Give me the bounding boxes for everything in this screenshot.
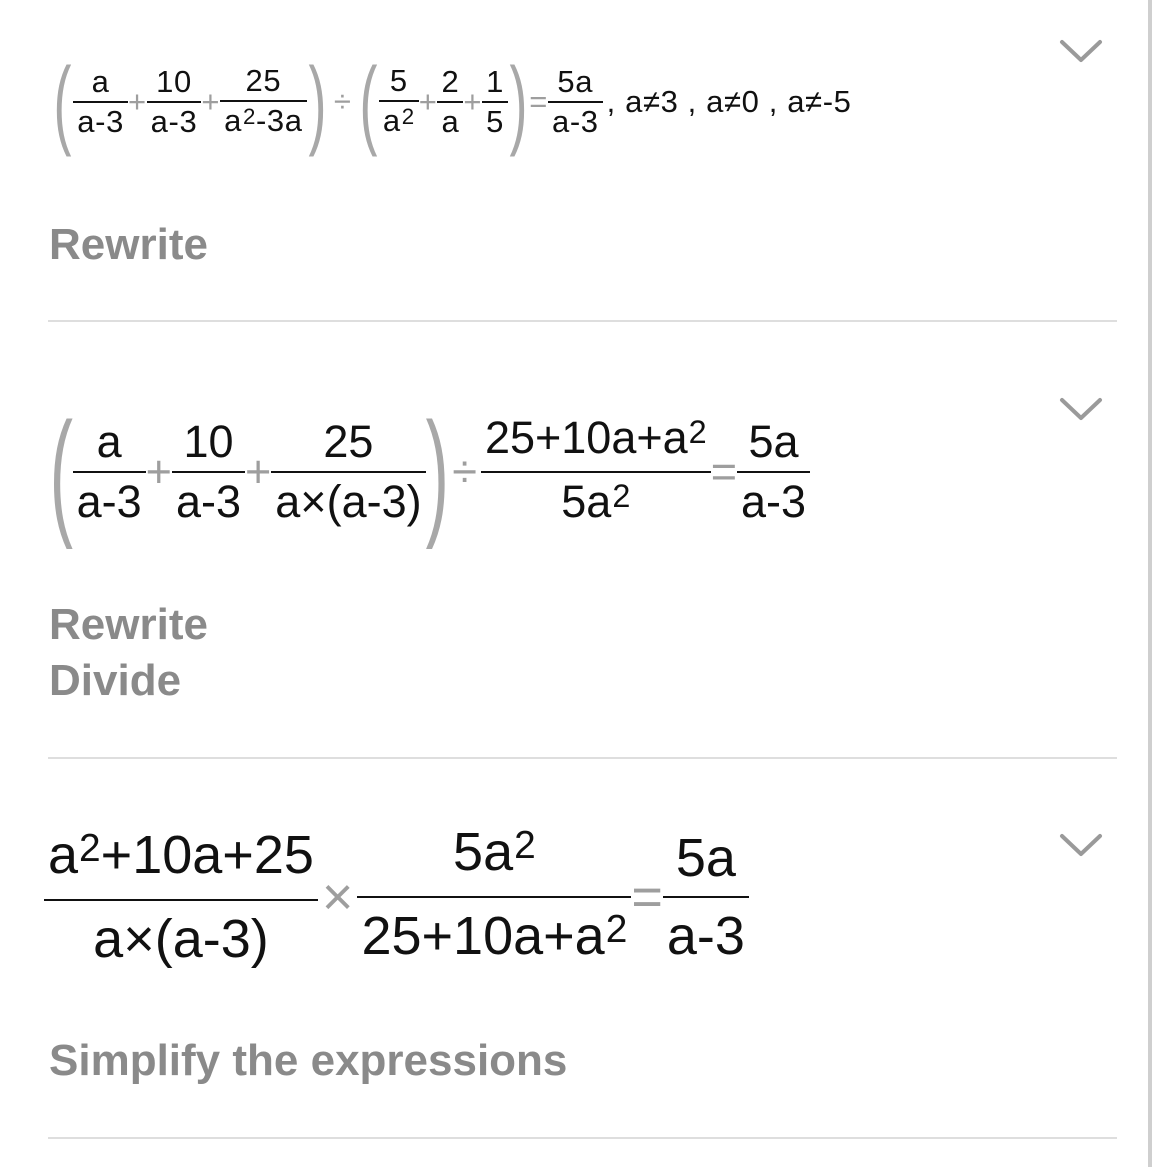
plus-operator: + <box>245 446 272 497</box>
right-paren: ) <box>308 47 327 157</box>
left-paren: ( <box>49 393 73 550</box>
denominator: a-3 <box>740 476 807 527</box>
term: +10a+25 <box>100 825 314 885</box>
numerator <box>44 823 318 893</box>
numerator: 5 <box>389 62 408 98</box>
exponent: 2 <box>242 103 256 129</box>
denominator: a×(a-3) <box>275 476 422 527</box>
term: -3a <box>255 102 303 138</box>
denominator: 5 <box>486 104 504 139</box>
numerator: 5a <box>748 416 799 467</box>
numerator: 5a <box>675 828 736 888</box>
left-paren: ( <box>53 47 72 157</box>
numerator: 10 <box>156 64 192 99</box>
denominator: a-3 <box>76 476 142 527</box>
divider <box>48 1137 1117 1139</box>
equals-operator: = <box>631 867 663 927</box>
term: 25+10a+a <box>484 412 688 463</box>
exponent: 2 <box>605 908 628 952</box>
base: a <box>48 825 79 885</box>
exponent: 2 <box>612 478 631 515</box>
numerator: 10 <box>183 416 234 467</box>
denominator: a×(a-3) <box>93 909 269 969</box>
exponent: 2 <box>514 824 536 868</box>
plus-operator: + <box>145 446 172 497</box>
step-2-description-line-2: Divide <box>49 656 182 705</box>
numerator: a <box>96 416 122 467</box>
plus-operator: + <box>463 84 483 119</box>
numerator: a <box>91 64 110 99</box>
step-3-description: Simplify the expressions <box>49 1036 568 1085</box>
times-operator: × <box>321 867 354 927</box>
equals-operator: = <box>710 446 737 497</box>
plus-operator: + <box>201 84 221 119</box>
numerator: 5a <box>557 64 594 99</box>
base: a <box>224 102 242 138</box>
exponent: 2 <box>79 827 101 871</box>
denominator: a-3 <box>551 104 599 139</box>
numerator: 1 <box>486 64 504 99</box>
fraction <box>357 820 631 974</box>
fraction <box>44 823 318 971</box>
step-3-expression <box>44 820 749 974</box>
step-1-description: Rewrite <box>49 220 208 269</box>
exponent: 2 <box>688 414 707 451</box>
plus-operator: + <box>418 84 438 119</box>
domain-conditions: , a≠3 , a≠0 , a≠-5 <box>606 84 852 119</box>
term: 5a <box>453 822 514 882</box>
step-2-description-line-1: Rewrite <box>49 600 208 649</box>
right-paren: ) <box>425 393 449 550</box>
divide-operator: ÷ <box>452 446 477 497</box>
base: a <box>382 102 401 138</box>
term: 25+10a+a <box>361 906 605 966</box>
numerator: 25 <box>245 62 282 98</box>
left-paren: ( <box>359 47 378 157</box>
chevron-down-icon[interactable] <box>1058 830 1104 860</box>
numerator <box>449 820 540 890</box>
term: 5a <box>561 476 612 527</box>
denominator <box>357 904 631 974</box>
denominator: a-3 <box>175 476 241 527</box>
plus-operator: + <box>127 84 147 119</box>
fraction <box>663 826 749 968</box>
denominator: a <box>441 104 460 139</box>
numerator: 2 <box>441 64 460 99</box>
exponent: 2 <box>401 103 415 129</box>
numerator: 25 <box>323 416 374 467</box>
denominator: a-3 <box>666 906 745 966</box>
right-paren: ) <box>509 47 528 157</box>
equals-operator: = <box>529 84 548 119</box>
divide-operator: ÷ <box>333 84 352 119</box>
scrollbar[interactable] <box>1148 0 1152 1167</box>
denominator: a-3 <box>77 104 124 139</box>
denominator: a-3 <box>150 104 198 139</box>
